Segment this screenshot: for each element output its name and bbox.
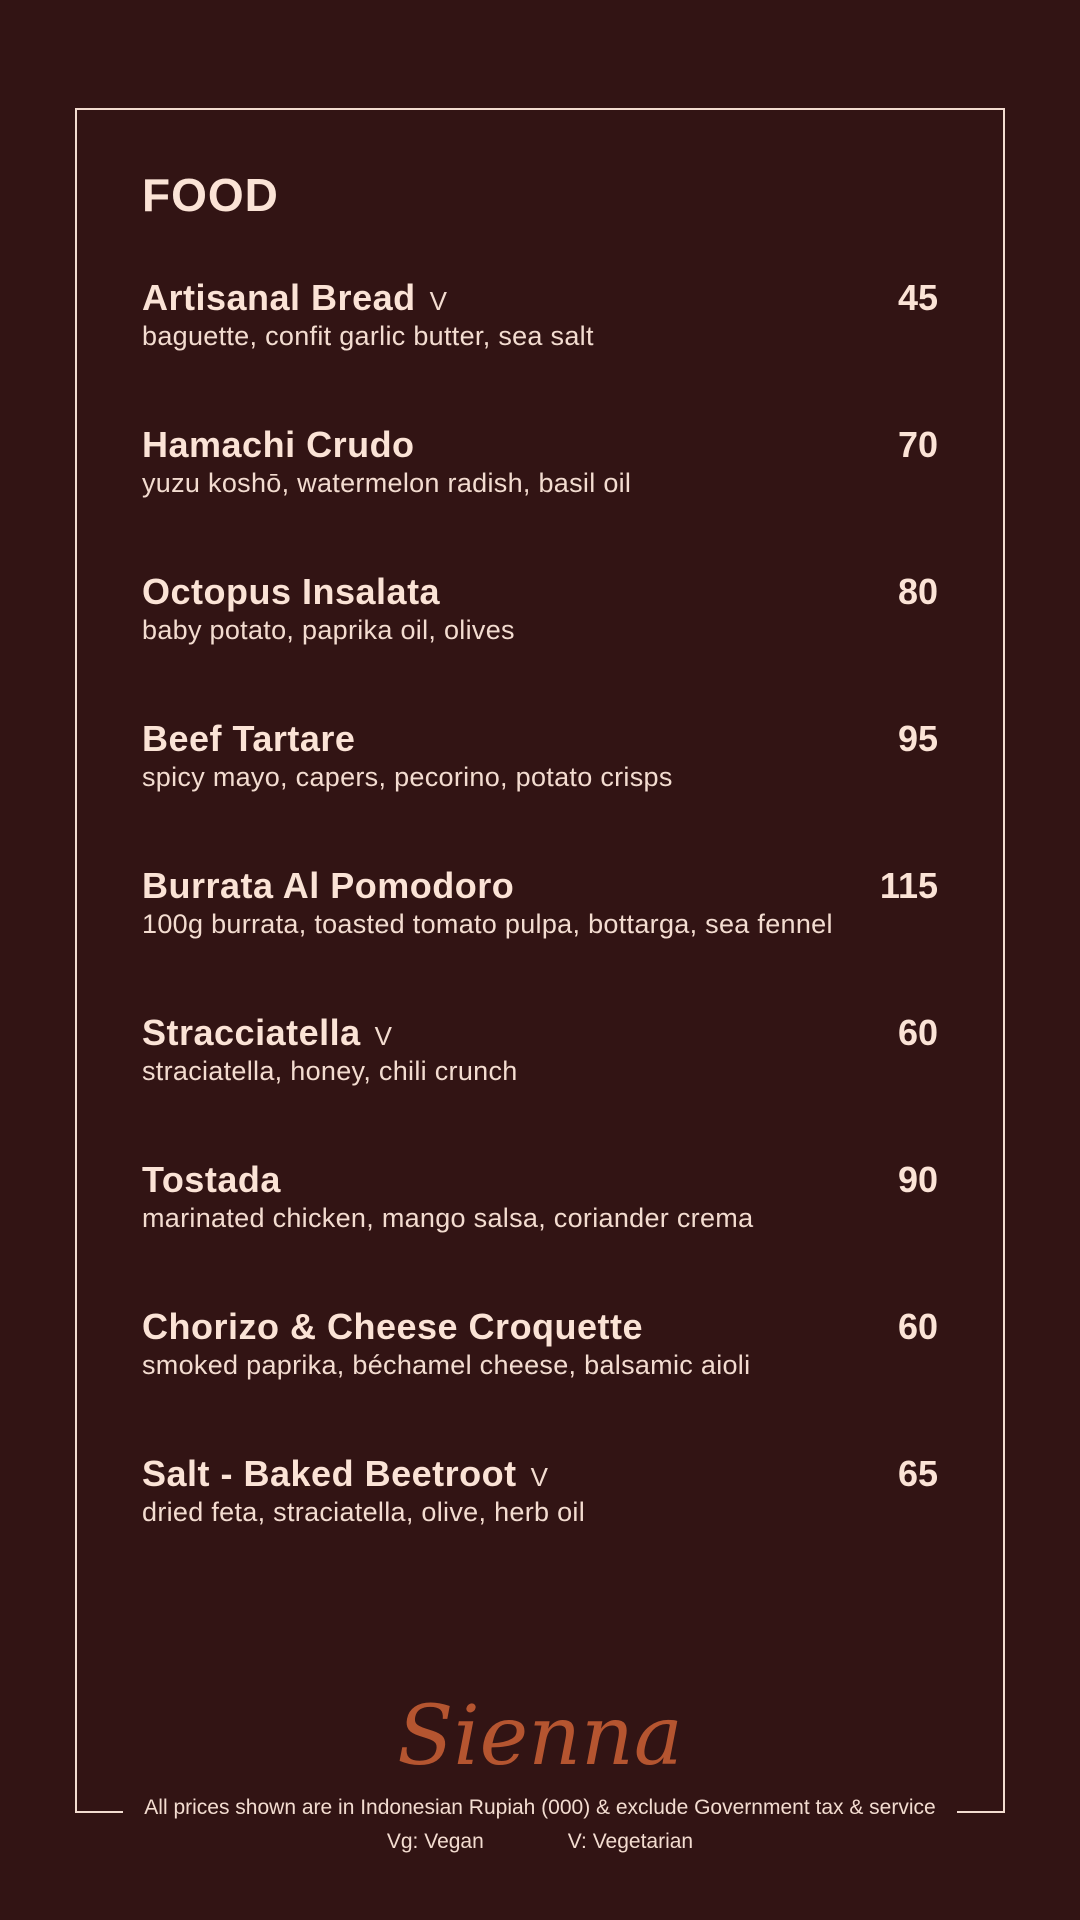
- menu-item: [142, 277, 938, 377]
- item-price: 65: [897, 1453, 938, 1494]
- menu-item: [142, 865, 938, 965]
- vegetarian-tag: V: [429, 286, 448, 316]
- item-description: yuzu koshō, watermelon radish, basil oil: [142, 468, 632, 498]
- item-price: 90: [897, 1159, 938, 1200]
- item-name: Burrata Al Pomodoro: [142, 865, 515, 906]
- item-name: Octopus Insalata: [142, 571, 441, 612]
- menu-item: [142, 1453, 938, 1553]
- item-name-wrapper: [142, 1453, 548, 1495]
- menu-item: [142, 1159, 938, 1259]
- item-price: 60: [897, 1306, 938, 1347]
- menu-item: [142, 718, 938, 818]
- legend-vegetarian: V: Vegetarian: [567, 1830, 694, 1853]
- item-name-wrapper: [142, 1306, 643, 1348]
- vegetarian-tag: V: [530, 1462, 549, 1492]
- item-name: Hamachi Crudo: [142, 424, 415, 465]
- item-name-wrapper: [142, 865, 514, 907]
- item-name-wrapper: [142, 718, 355, 760]
- item-name: Salt - Baked Beetroot: [142, 1453, 517, 1494]
- item-price: 70: [897, 424, 938, 465]
- item-description: smoked paprika, béchamel cheese, balsamic aioli: [142, 1350, 751, 1380]
- legend-vegan: Vg: Vegan: [386, 1830, 484, 1853]
- price-note: All prices shown are in Indonesian Rupiah (000) & exclude Government tax & service: [144, 1796, 936, 1819]
- item-price: 45: [897, 277, 938, 318]
- item-description: marinated chicken, mango salsa, coriander crema: [142, 1203, 754, 1233]
- item-name-wrapper: [142, 277, 447, 319]
- item-description: dried feta, straciatella, olive, herb oil: [142, 1497, 586, 1527]
- item-description: straciatella, honey, chili crunch: [142, 1056, 518, 1086]
- item-name: Artisanal Bread: [142, 277, 416, 318]
- item-name: Tostada: [142, 1159, 281, 1200]
- item-price: 115: [879, 865, 938, 906]
- item-price: 95: [897, 718, 938, 759]
- item-description: spicy mayo, capers, pecorino, potato crisps: [142, 762, 673, 792]
- menu-item: [142, 424, 938, 524]
- item-name-wrapper: [142, 1012, 392, 1054]
- sienna-logo: Sienna: [397, 1689, 683, 1784]
- item-name: Stracciatella: [142, 1012, 361, 1053]
- item-name-wrapper: [142, 424, 415, 466]
- item-description: 100g burrata, toasted tomato pulpa, bottarga, sea fennel: [142, 909, 833, 939]
- item-name-wrapper: [142, 1159, 281, 1201]
- item-description: baby potato, paprika oil, olives: [142, 615, 515, 645]
- item-price: 60: [897, 1012, 938, 1053]
- item-name: Chorizo & Cheese Croquette: [142, 1306, 644, 1347]
- vegetarian-tag: V: [374, 1021, 393, 1051]
- menu-item: [142, 1012, 938, 1112]
- item-name: Beef Tartare: [142, 718, 356, 759]
- item-name-wrapper: [142, 571, 440, 613]
- item-description: baguette, confit garlic butter, sea salt: [142, 321, 594, 351]
- menu-title: FOOD: [142, 169, 279, 221]
- menu-item: [142, 1306, 938, 1406]
- diet-legend: [0, 1830, 1080, 1854]
- menu-item: [142, 571, 938, 671]
- item-price: 80: [897, 571, 938, 612]
